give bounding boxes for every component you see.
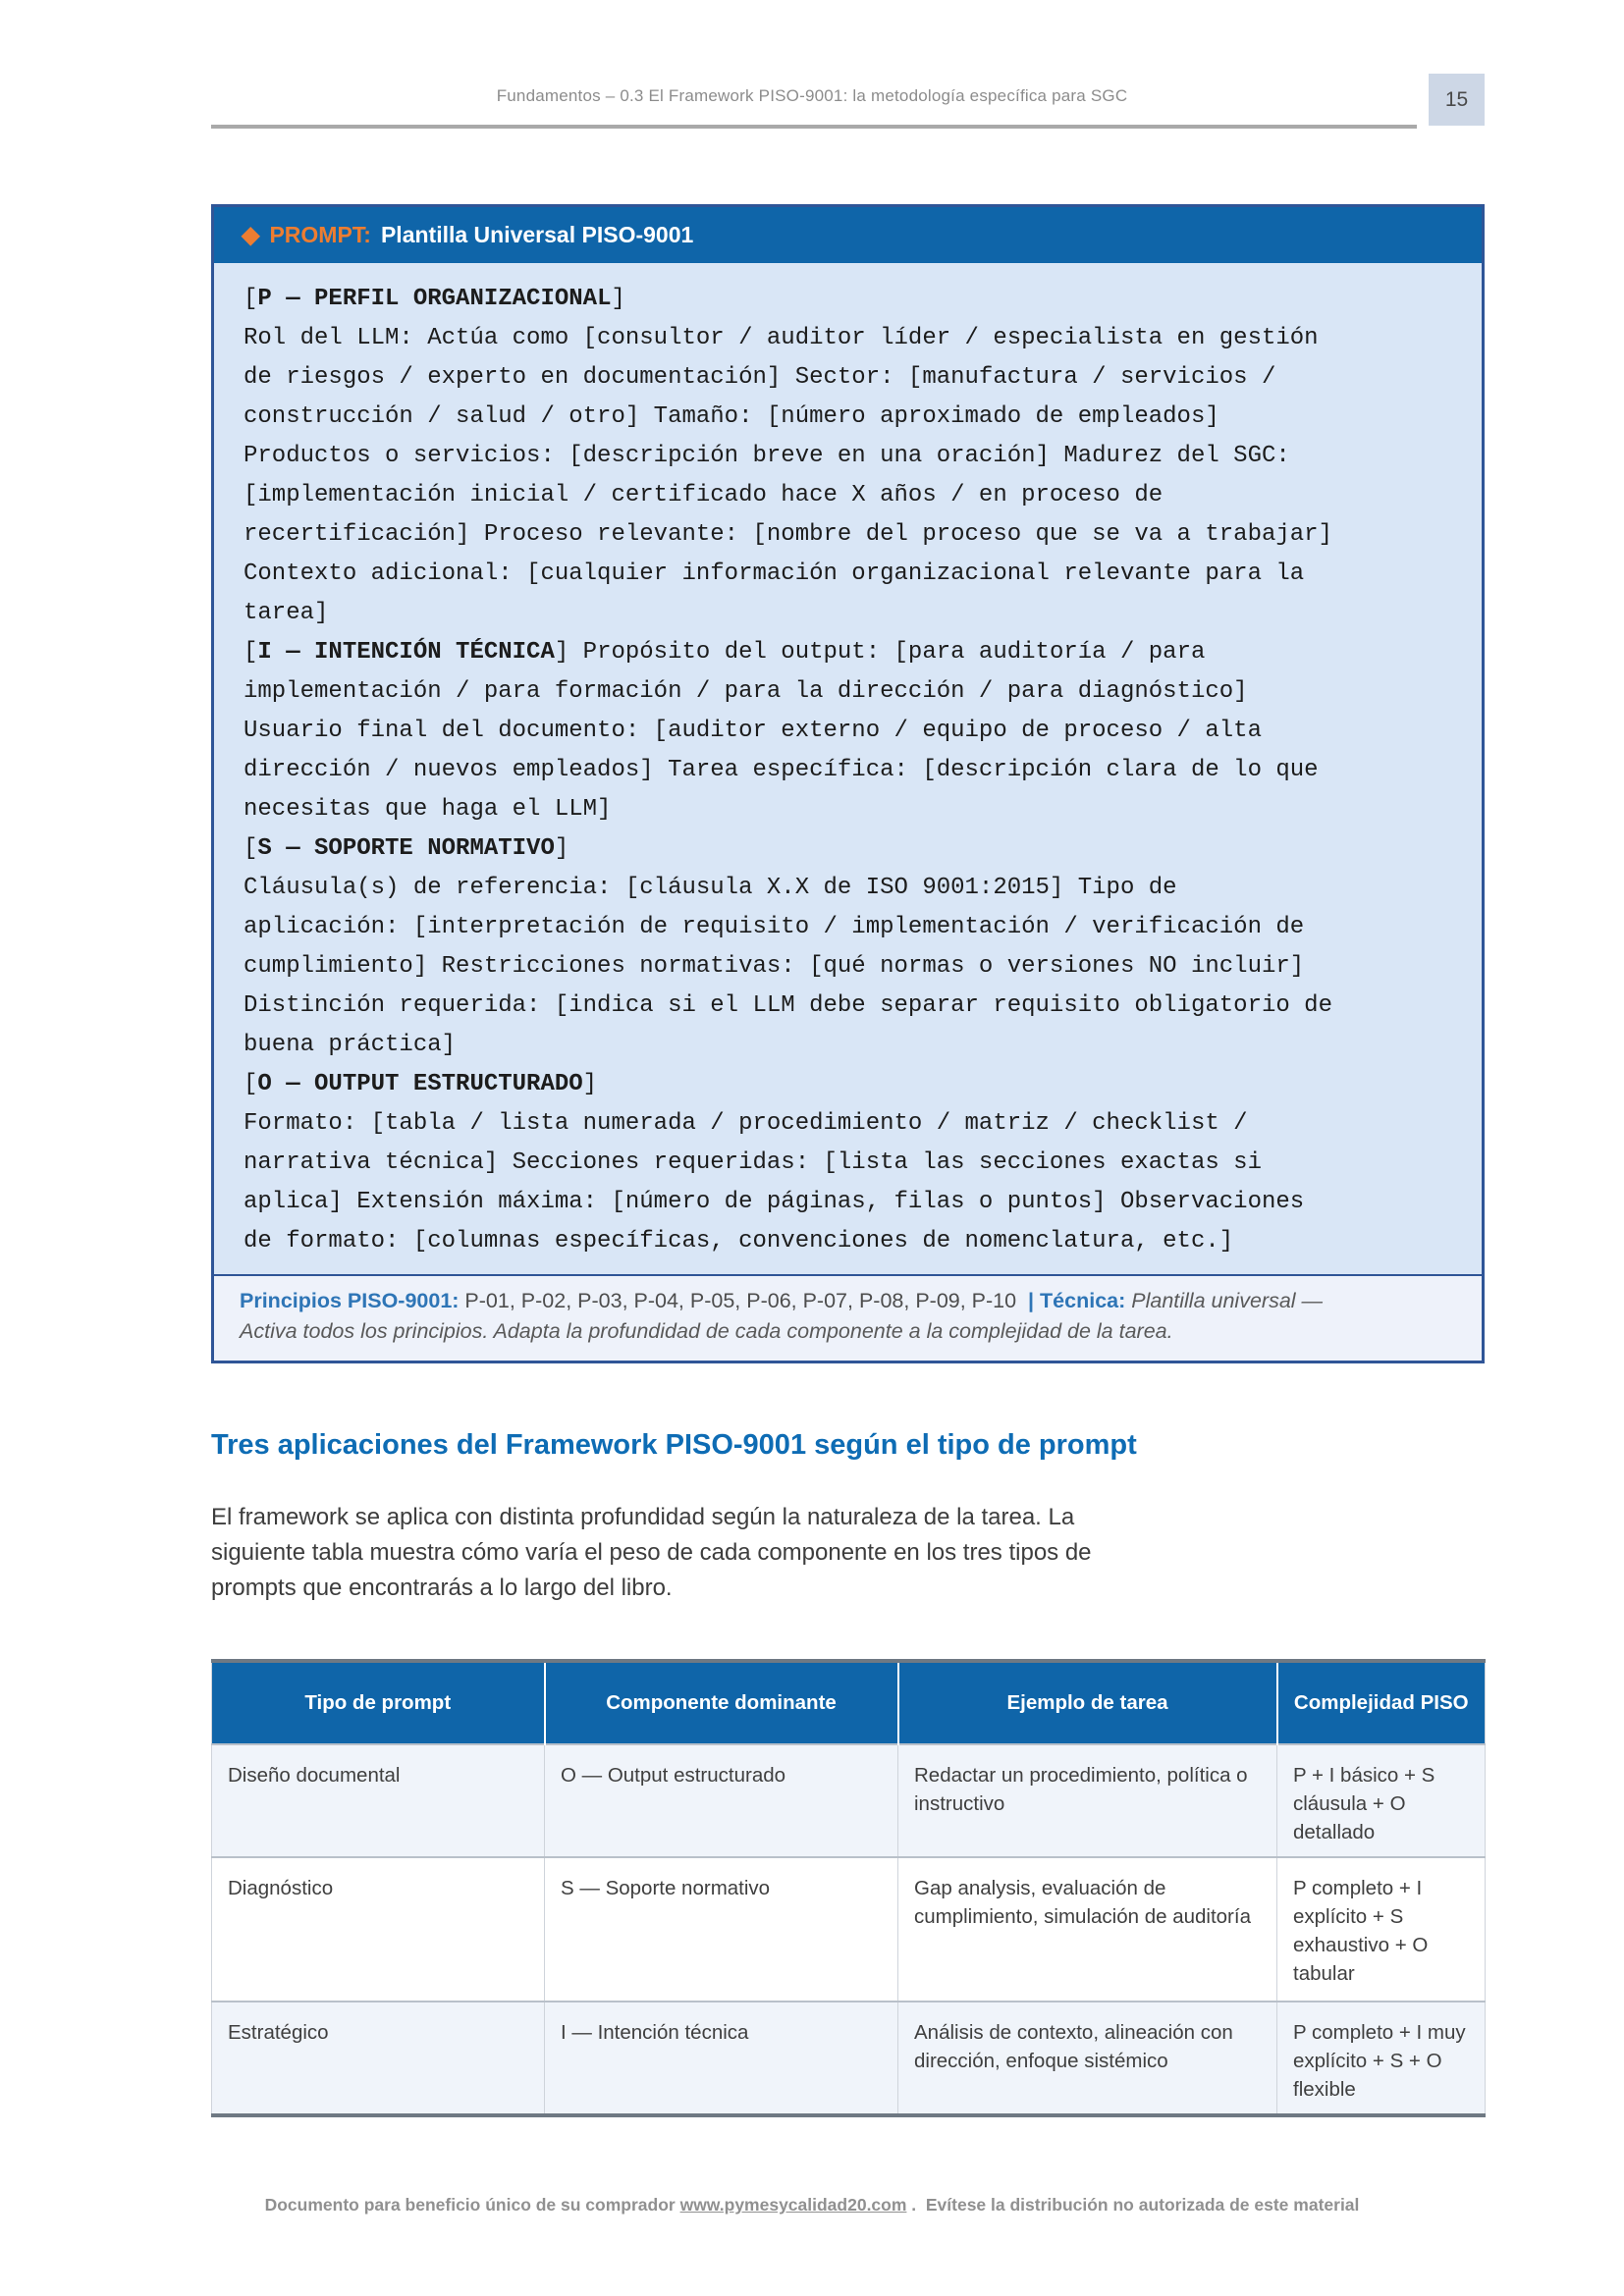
footer-text-left: Documento para beneficio único de su comprador	[264, 2195, 680, 2215]
principios-list: P-01, P-02, P-03, P-04, P-05, P-06, P-07, P-08, P-09, P-10	[459, 1289, 1029, 1312]
diamond-icon: ◆	[242, 221, 260, 248]
prompt-line: Rol del LLM: Actúa como [consultor / auditor líder / especialista en gestión	[244, 325, 1319, 351]
prompt-line: construcción / salud / otro] Tamaño: [número aproximado de empleados]	[244, 403, 1219, 430]
intro-paragraph	[211, 1500, 1485, 1606]
table-header-row	[212, 1661, 1486, 1744]
prompt-line: Cláusula(s) de referencia: [cláusula X.X de ISO 9001:2015] Tipo de	[244, 875, 1177, 901]
table-cell: O — Output estructurado	[545, 1744, 898, 1857]
column-header: Componente dominante	[545, 1661, 898, 1744]
prompt-line: aplicación: [interpretación de requisito / implementación / verificación de	[244, 914, 1305, 940]
table-row	[212, 1857, 1486, 2002]
prompt-line: tarea]	[244, 600, 329, 626]
table-cell: P completo + I muy explícito + S + O flexible	[1277, 2002, 1486, 2115]
prompt-box-header	[214, 207, 1482, 263]
section-heading: Tres aplicaciones del Framework PISO-9001 según el tipo de prompt	[211, 1429, 1137, 1461]
page-number-badge: 15	[1429, 74, 1485, 126]
prompt-line: implementación / para formación / para la dirección / para diagnóstico]	[244, 678, 1248, 705]
table-cell: Redactar un procedimiento, política o instructivo	[898, 1744, 1277, 1857]
prompt-line: Productos o servicios: [descripción breve en una oración] Madurez del SGC:	[244, 443, 1290, 469]
prompt-line-bold: S — SOPORTE NORMATIVO	[257, 835, 555, 862]
table-cell: I — Intención técnica	[545, 2002, 898, 2115]
footer-text-right: Evítese la distribución no autorizada de este material	[925, 2195, 1360, 2215]
prompt-line: Usuario final del documento: [auditor externo / equipo de proceso / alta	[244, 718, 1262, 744]
prompt-line: Formato: [tabla / lista numerada / procedimiento / matriz / checklist /	[244, 1110, 1248, 1137]
prompt-line: [O — OUTPUT ESTRUCTURADO]	[244, 1071, 598, 1097]
prompt-box	[211, 204, 1485, 1363]
prompt-line: Distinción requerida: [indica si el LLM debe separar requisito obligatorio de	[244, 992, 1332, 1019]
prompt-line: buena práctica]	[244, 1032, 457, 1058]
prompt-line: Contexto adicional: [cualquier información organizacional relevante para la	[244, 561, 1305, 587]
footer-link[interactable]: www.pymesycalidad20.com	[679, 2195, 907, 2215]
prompt-line-bold: I — INTENCIÓN TÉCNICA	[257, 639, 555, 666]
prompt-box-footer	[214, 1274, 1482, 1361]
paragraph-line: El framework se aplica con distinta profundidad según la naturaleza de la tarea. La	[211, 1504, 1075, 1530]
running-header-title: Fundamentos – 0.3 El Framework PISO-9001: la metodología específica para SGC	[496, 86, 1128, 105]
prompt-body	[214, 263, 1482, 1274]
prompt-line: [I — INTENCIÓN TÉCNICA] Propósito del output: [para auditoría / para	[244, 639, 1206, 666]
prompt-label: PROMPT:	[269, 222, 371, 247]
prompt-line: narrativa técnica] Secciones requeridas: [lista las secciones exactas si	[244, 1149, 1262, 1176]
table-cell: S — Soporte normativo	[545, 1857, 898, 2002]
prompt-line-bold: O — OUTPUT ESTRUCTURADO	[257, 1071, 583, 1097]
tecnica-description: Plantilla universal — Activa todos los principios. Adapta la profundidad de cada componente a la complejidad de la tarea.	[240, 1289, 1328, 1343]
table-row	[212, 2002, 1486, 2115]
paragraph-line: prompts que encontrarás a lo largo del libro.	[211, 1575, 673, 1601]
table-cell: Estratégico	[212, 2002, 545, 2115]
table-row	[212, 1744, 1486, 1857]
principios-label: Principios PISO-9001:	[240, 1289, 460, 1312]
header-divider	[211, 125, 1417, 129]
table-cell: Diagnóstico	[212, 1857, 545, 2002]
table-cell: Diseño documental	[212, 1744, 545, 1857]
tecnica-label: | Técnica:	[1028, 1289, 1132, 1312]
prompt-line: cumplimiento] Restricciones normativas: [qué normas o versiones NO incluir]	[244, 953, 1305, 980]
prompt-types-table	[211, 1659, 1486, 2117]
prompt-line: aplica] Extensión máxima: [número de páginas, filas o puntos] Observaciones	[244, 1189, 1305, 1215]
table-cell: P completo + I explícito + S exhaustivo + O tabular	[1277, 1857, 1486, 2002]
table-cell: Análisis de contexto, alineación con dirección, enfoque sistémico	[898, 2002, 1277, 2115]
prompt-line: recertificación] Proceso relevante: [nombre del proceso que se va a trabajar]	[244, 521, 1332, 548]
page-footer	[0, 2195, 1624, 2216]
table-cell: P + I básico + S cláusula + O detallado	[1277, 1744, 1486, 1857]
prompt-line: dirección / nuevos empleados] Tarea específica: [descripción clara de lo que	[244, 757, 1319, 783]
prompt-line: necesitas que haga el LLM]	[244, 796, 612, 823]
table-body	[212, 1744, 1486, 2115]
paragraph-line: siguiente tabla muestra cómo varía el peso de cada componente en los tres tipos de	[211, 1539, 1092, 1566]
prompt-line: de riesgos / experto en documentación] Sector: [manufactura / servicios /	[244, 364, 1276, 391]
prompt-line: [S — SOPORTE NORMATIVO]	[244, 835, 569, 862]
column-header: Complejidad PISO	[1277, 1661, 1486, 1744]
prompt-line: [P — PERFIL ORGANIZACIONAL]	[244, 286, 625, 312]
prompt-line: [implementación inicial / certificado hace X años / en proceso de	[244, 482, 1164, 508]
table-cell: Gap analysis, evaluación de cumplimiento, simulación de auditoría	[898, 1857, 1277, 2002]
footer-text-separator: .	[906, 2195, 926, 2215]
column-header: Tipo de prompt	[212, 1661, 545, 1744]
prompt-line-bold: P — PERFIL ORGANIZACIONAL	[257, 286, 612, 312]
column-header: Ejemplo de tarea	[898, 1661, 1277, 1744]
prompt-title: Plantilla Universal PISO-9001	[380, 222, 694, 247]
prompt-line: de formato: [columnas específicas, convenciones de nomenclatura, etc.]	[244, 1228, 1234, 1255]
